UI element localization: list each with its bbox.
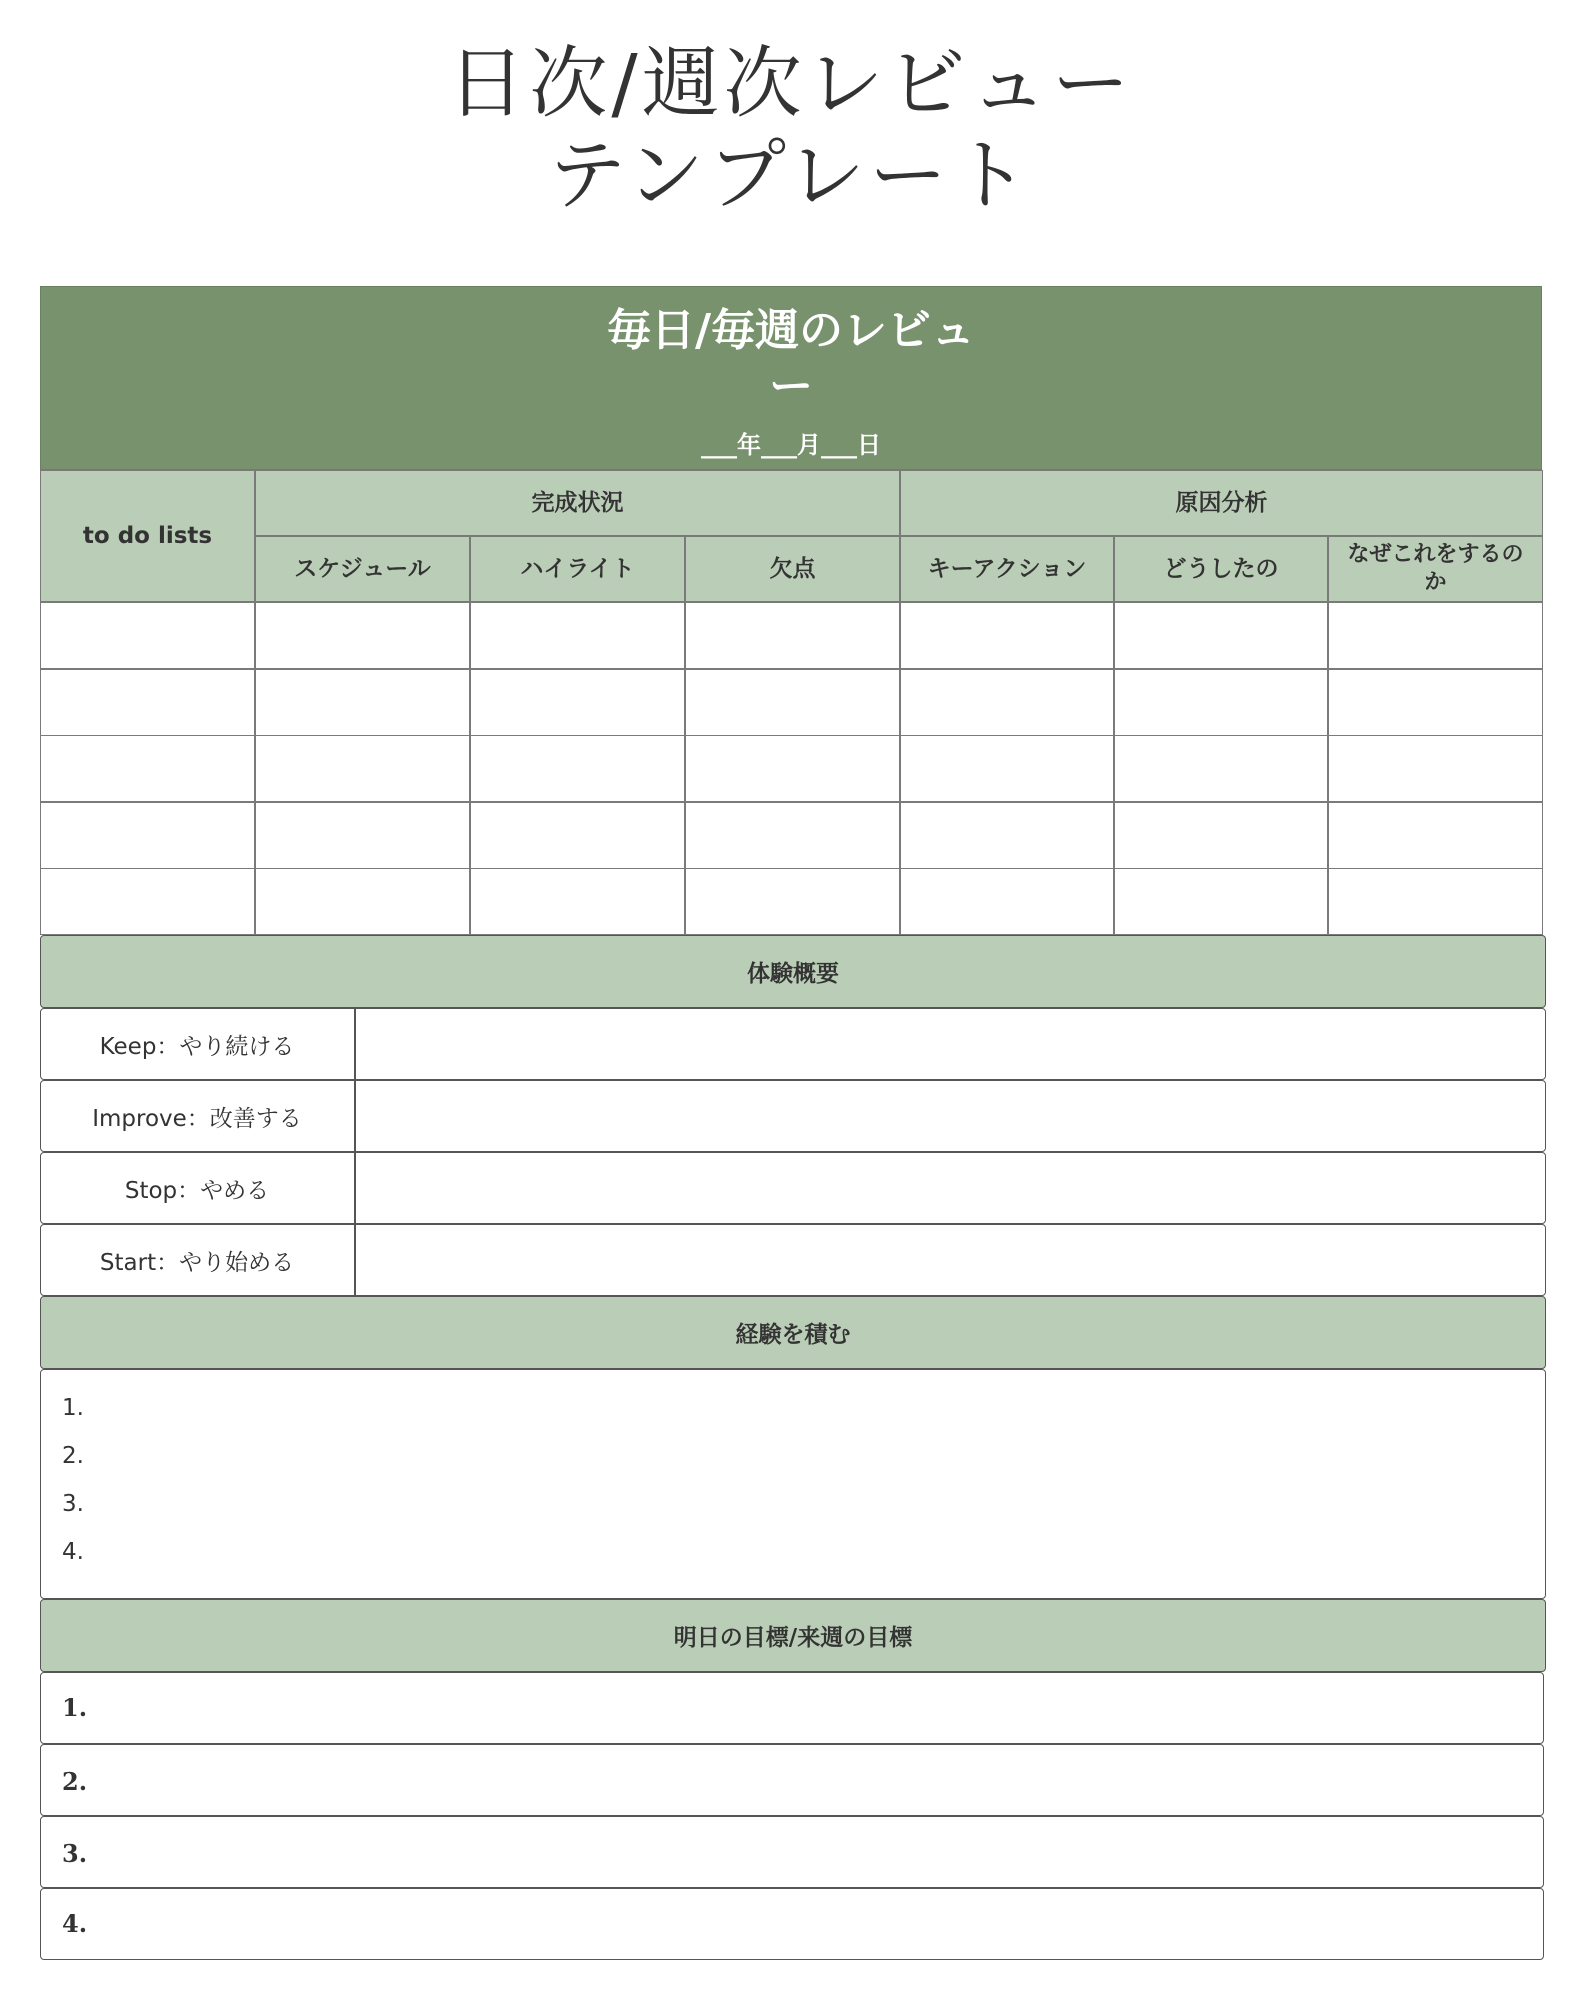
table-cell[interactable] xyxy=(470,735,685,802)
review-banner xyxy=(40,286,1542,470)
table-cell[interactable] xyxy=(1114,669,1328,736)
table-cell[interactable] xyxy=(255,868,470,935)
goal-row-1[interactable] xyxy=(40,1672,1544,1744)
table-cell[interactable] xyxy=(1114,802,1328,869)
accumulate-item-1: 1. xyxy=(62,1395,84,1421)
column-schedule-header: スケジュール xyxy=(255,536,470,602)
table-cell[interactable] xyxy=(1114,735,1328,802)
table-cell[interactable] xyxy=(685,735,900,802)
goal-row-4[interactable] xyxy=(40,1888,1544,1960)
table-cell[interactable] xyxy=(1328,802,1543,869)
goal-item-1: 1. xyxy=(62,1693,88,1722)
todo-lists-header: to do lists xyxy=(40,470,255,602)
table-cell[interactable] xyxy=(900,868,1114,935)
table-cell[interactable] xyxy=(1328,669,1543,736)
goal-item-3: 3. xyxy=(62,1839,88,1868)
table-cell[interactable] xyxy=(470,602,685,669)
stop-label: Stop：やめる xyxy=(124,1177,270,1204)
page-title xyxy=(0,38,1581,222)
accumulate-item-2: 2. xyxy=(62,1443,84,1469)
improve-input[interactable] xyxy=(356,1082,1542,1150)
table-cell[interactable] xyxy=(255,602,470,669)
stop-input[interactable] xyxy=(356,1154,1542,1222)
table-cell[interactable] xyxy=(470,802,685,869)
start-label: Start：やり始める xyxy=(99,1249,295,1276)
goals-header: 明日の目標/来週の目標 xyxy=(40,1599,1546,1672)
goal-row-2[interactable] xyxy=(40,1744,1544,1816)
table-cell[interactable] xyxy=(685,802,900,869)
table-cell[interactable] xyxy=(685,868,900,935)
table-cell[interactable] xyxy=(1114,602,1328,669)
accumulate-item-4: 4. xyxy=(62,1539,84,1565)
start-input[interactable] xyxy=(356,1226,1542,1294)
table-cell[interactable] xyxy=(900,802,1114,869)
page-title-line1: 日次/週次レビュー xyxy=(447,39,1134,129)
goal-row-3[interactable] xyxy=(40,1816,1544,1888)
improve-label: Improve：改善する xyxy=(92,1105,302,1132)
table-cell[interactable] xyxy=(1328,602,1543,669)
table-cell[interactable] xyxy=(470,868,685,935)
column-what-did-header: どうしたの xyxy=(1114,536,1328,602)
banner-date: ___年___月___日 xyxy=(701,430,881,459)
table-cell[interactable] xyxy=(685,602,900,669)
keep-input[interactable] xyxy=(356,1010,1542,1078)
table-cell[interactable] xyxy=(900,669,1114,736)
table-cell[interactable] xyxy=(40,602,255,669)
cause-analysis-header: 原因分析 xyxy=(900,470,1543,536)
page-title-line2: テンプレート xyxy=(548,131,1033,221)
column-why-header: なぜこれをするのか xyxy=(1328,536,1543,602)
table-cell[interactable] xyxy=(685,669,900,736)
table-cell[interactable] xyxy=(470,669,685,736)
table-cell[interactable] xyxy=(1114,868,1328,935)
table-cell[interactable] xyxy=(40,868,255,935)
experience-summary-header: 体験概要 xyxy=(40,935,1546,1008)
table-cell[interactable] xyxy=(900,602,1114,669)
banner-title xyxy=(41,303,1541,415)
table-cell[interactable] xyxy=(900,735,1114,802)
goal-item-2: 2. xyxy=(62,1767,88,1796)
table-cell[interactable] xyxy=(40,669,255,736)
banner-title-line2: ー xyxy=(769,361,813,412)
accumulate-item-3: 3. xyxy=(62,1491,84,1517)
table-cell[interactable] xyxy=(1328,868,1543,935)
banner-title-line1: 毎日/毎週のレビュ xyxy=(606,305,976,356)
table-cell[interactable] xyxy=(40,735,255,802)
table-cell[interactable] xyxy=(1328,735,1543,802)
table-cell[interactable] xyxy=(40,802,255,869)
column-key-action-header: キーアクション xyxy=(900,536,1114,602)
table-cell[interactable] xyxy=(255,669,470,736)
keep-label: Keep：やり続ける xyxy=(99,1033,295,1060)
completion-status-header: 完成状況 xyxy=(255,470,900,536)
column-highlight-header: ハイライト xyxy=(470,536,685,602)
goal-item-4: 4. xyxy=(62,1909,88,1938)
table-cell[interactable] xyxy=(255,802,470,869)
accumulate-header: 経験を積む xyxy=(40,1296,1546,1369)
column-weakness-header: 欠点 xyxy=(685,536,900,602)
accumulate-box[interactable] xyxy=(40,1369,1546,1599)
table-cell[interactable] xyxy=(255,735,470,802)
